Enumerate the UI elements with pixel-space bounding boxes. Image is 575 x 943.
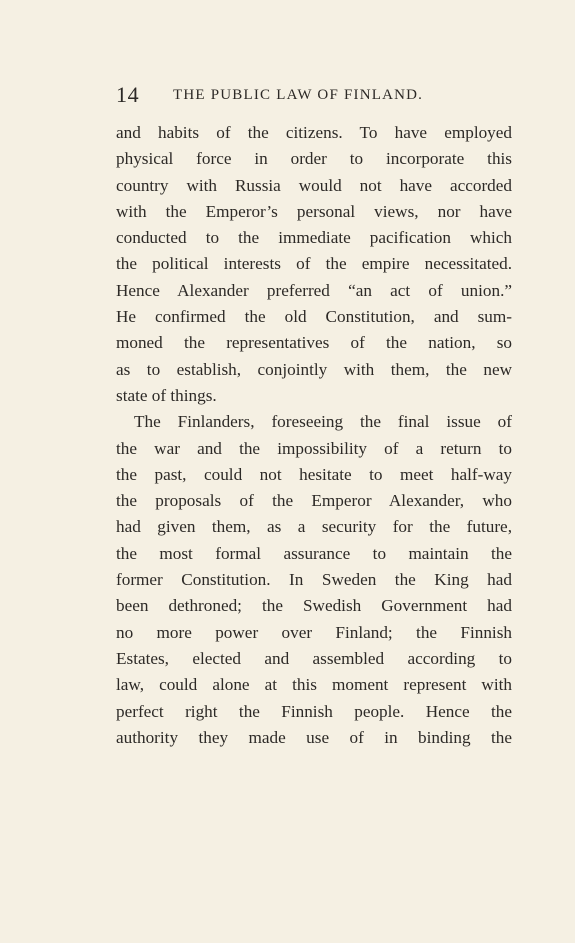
text-line: had given them, as a security for the future, — [116, 517, 512, 537]
text-line: no more power over Finland; the Finnish — [116, 622, 512, 642]
text-line: country with Russia would not have accorded — [116, 175, 512, 195]
text-line: been dethroned; the Swedish Government had — [116, 596, 512, 616]
text-line: as to establish, conjointly with them, the new — [116, 359, 512, 379]
text-line: He confirmed the old Constitution, and sum- — [116, 307, 512, 327]
running-head — [116, 84, 516, 108]
text-line: conducted to the immediate pacification which — [116, 228, 512, 248]
text-line: law, could alone at this moment represent with — [116, 675, 512, 695]
page-number: 14 — [116, 82, 140, 107]
text-line: Hence Alexander preferred “an act of union.” — [116, 280, 512, 300]
text-line: perfect right the Finnish people. Hence the — [116, 701, 512, 721]
text-line: the past, could not hesitate to meet half-way — [116, 464, 512, 484]
text-line: the political interests of the empire necessitated. — [116, 254, 512, 274]
text-line: physical force in order to incorporate this — [116, 149, 512, 169]
paragraph-2 — [116, 409, 512, 751]
text-line: the proposals of the Emperor Alexander, who — [116, 491, 512, 511]
text-line: moned the representatives of the nation, so — [116, 333, 512, 353]
text-line: The Finlanders, foreseeing the final issue of — [134, 412, 512, 432]
text-line: the most formal assurance to maintain the — [116, 543, 512, 563]
body-text — [116, 120, 512, 751]
text-line: authority they made use of in binding the — [116, 727, 512, 747]
text-line: Estates, elected and assembled according to — [116, 648, 512, 668]
text-line: with the Emperor’s personal views, nor have — [116, 201, 512, 221]
text-line: and habits of the citizens. To have employed — [116, 123, 512, 142]
text-line: the war and the impossibility of a return to — [116, 438, 512, 458]
text-line: state of things. — [116, 385, 217, 405]
running-title: THE PUBLIC LAW OF FINLAND. — [173, 87, 424, 103]
text-line: former Constitution. In Sweden the King had — [116, 570, 512, 590]
paragraph-1 — [116, 120, 512, 409]
